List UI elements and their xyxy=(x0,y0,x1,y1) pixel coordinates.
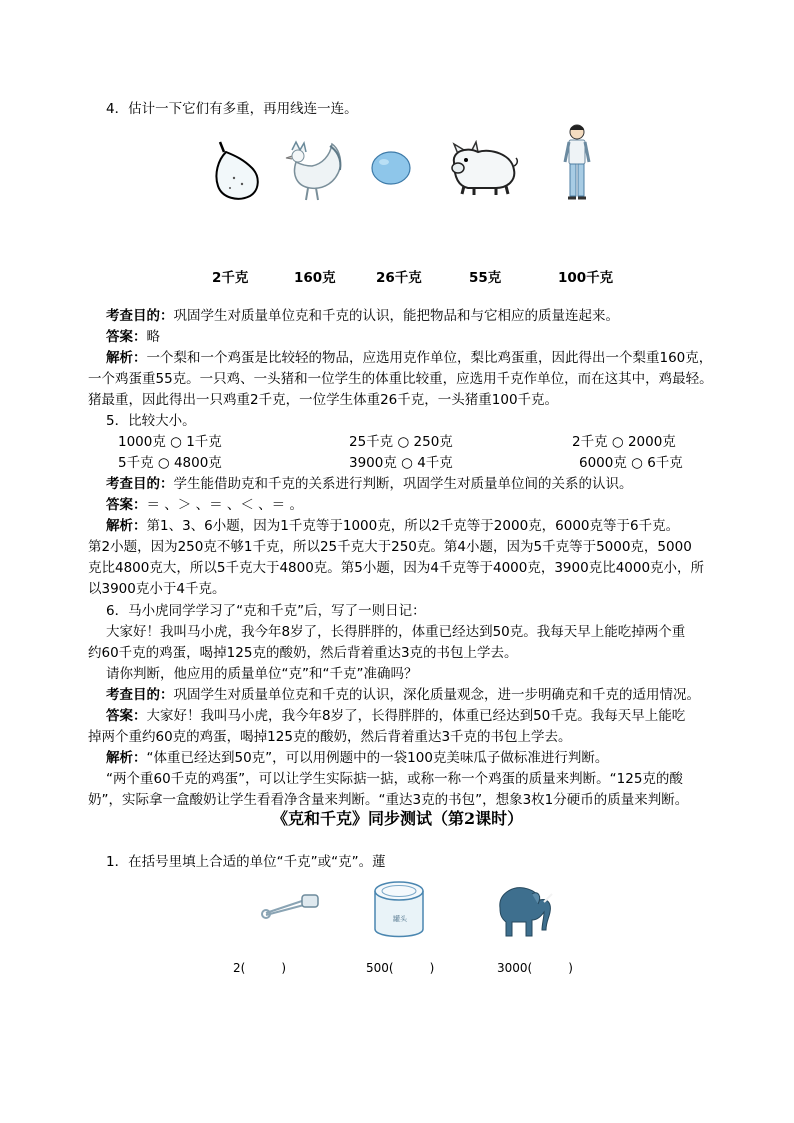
weight-option: 160克 xyxy=(294,270,336,286)
purpose-label: 考查目的： xyxy=(106,687,174,703)
analysis-text: 第1、3、6小题，因为1千克等于1000克，所以2千克等于2000克，6000克等于6千克。 xyxy=(146,518,680,534)
q6-analysis-line xyxy=(106,748,608,768)
purpose-text: 巩固学生对质量单位克和千克的认识，能把物品和与它相应的质量连起来。 xyxy=(173,308,619,324)
compare-item: 3900克 ○ 4千克 xyxy=(349,455,453,471)
q5-analysis-line: 克比4800克大，所以5千克大于4800克。第5小题，因为4千克等于4000克，3900克比4000克小，所 xyxy=(88,560,705,576)
q5-answer xyxy=(106,495,303,515)
q6-answer-line: 掉两个重约60克的鸡蛋，喝掉125克的酸奶，然后背着重达3千克的书包上学去。 xyxy=(88,729,572,745)
q5-analysis-line: 第2小题，因为250克不够1千克，所以25千克大于250克。第4小题，因为5千克等于5000克，5000 xyxy=(88,539,692,555)
analysis-label: 解析： xyxy=(106,518,147,534)
egg-icon xyxy=(370,150,412,186)
q6-analysis-line: “两个重60千克的鸡蛋”，可以让学生实际掂一掂，或称一称一个鸡蛋的质量来判断。“125克的酸 xyxy=(106,771,683,787)
q5-analysis-line: 以3900克小于4千克。 xyxy=(88,581,226,597)
q6-question: 请你判断，他应用的质量单位“克”和“千克”准确吗？ xyxy=(106,666,418,682)
compare-item: 25千克 ○ 250克 xyxy=(349,434,453,450)
q4-purpose xyxy=(106,306,619,326)
answer-text: 大家好！我叫马小虎，我今年8岁了，长得胖胖的，体重已经达到50千克。我每天早上能吃 xyxy=(146,708,686,724)
analysis-text: 一个梨和一个鸡蛋是比较轻的物品，应选用克作单位，梨比鸡蛋重，因此得出一个梨重160克， xyxy=(146,350,713,366)
can-icon xyxy=(372,879,426,941)
purpose-label: 考查目的： xyxy=(106,476,174,492)
pig-icon xyxy=(450,140,520,196)
purpose-label: 考查目的： xyxy=(106,308,174,324)
weight-option: 26千克 xyxy=(376,270,422,286)
answer-text: 略 xyxy=(146,329,160,345)
q5-heading: 5．比较大小。 xyxy=(106,413,196,429)
pear-icon xyxy=(212,138,262,204)
analysis-text: “体重已经达到50克”，可以用例题中的一袋100克美味瓜子做标准进行判断。 xyxy=(146,750,609,766)
compare-item: 1000克 ○ 1千克 xyxy=(118,434,222,450)
q4-answer xyxy=(106,327,160,347)
q6-analysis-line: 奶”，实际拿一盒酸奶让学生看看净含量来判断。“重达3克的书包”，想象3枚1分硬币的质量来判断。 xyxy=(88,792,689,808)
diary-line: 约60千克的鸡蛋，喝掉125克的酸奶，然后背着重达3克的书包上学去。 xyxy=(88,645,518,661)
compare-item: 5千克 ○ 4800克 xyxy=(118,455,222,471)
purpose-text: 巩固学生对质量单位克和千克的认识，深化质量观念，进一步明确克和千克的适用情况。 xyxy=(173,687,700,703)
purpose-text: 学生能借助克和千克的关系进行判断，巩固学生对质量单位间的关系的认识。 xyxy=(173,476,633,492)
answer-label: 答案： xyxy=(106,497,147,513)
compare-item: 2千克 ○ 2000克 xyxy=(572,434,676,450)
q6-answer xyxy=(106,706,685,726)
analysis-label: 解析： xyxy=(106,750,147,766)
answer-text: ＝ 、＞ 、＝ 、＜ 、＝ 。 xyxy=(146,497,303,513)
q6-purpose xyxy=(106,685,700,705)
q6-heading: 6．马小虎同学学习了“克和千克”后，写了一则日记： xyxy=(106,603,426,619)
safety-pin-icon xyxy=(260,893,322,921)
q4-analysis-line: 猪最重，因此得出一只鸡重2千克，一位学生体重26千克，一头猪重100千克。 xyxy=(88,392,559,408)
q4-analysis-line xyxy=(106,348,712,368)
elephant-icon xyxy=(492,878,556,940)
q4-analysis-line: 一个鸡蛋重55克。一只鸡、一头猪和一位学生的体重比较重，应选用千克作单位，而在这其中，鸡最轻。 xyxy=(88,371,713,387)
weight-option: 2千克 xyxy=(212,270,249,286)
answer-label: 答案： xyxy=(106,329,147,345)
q5-purpose xyxy=(106,474,633,494)
student-icon xyxy=(562,122,592,202)
compare-item: 6000克 ○ 6千克 xyxy=(579,455,683,471)
section2-q1-heading: 1．在括号里填上合适的单位“千克”或“克”。蓮 xyxy=(106,854,386,870)
rooster-icon xyxy=(282,140,346,202)
q5-analysis-line xyxy=(106,516,679,536)
answer-blank[interactable]: 500( ) xyxy=(366,961,435,975)
answer-label: 答案： xyxy=(106,708,147,724)
section-title: 《克和千克》同步测试（第2课时） xyxy=(272,809,524,828)
q4-heading: 4．估计一下它们有多重，再用线连一连。 xyxy=(106,101,358,117)
weight-option: 100千克 xyxy=(558,270,614,286)
diary-line: 大家好！我叫马小虎，我今年8岁了，长得胖胖的，体重已经达到50克。我每天早上能吃掉两个重 xyxy=(106,624,686,640)
weight-option: 55克 xyxy=(469,270,502,286)
can-label: 罐头 xyxy=(393,915,407,923)
analysis-label: 解析： xyxy=(106,350,147,366)
answer-blank[interactable]: 2( ) xyxy=(233,961,286,975)
answer-blank[interactable]: 3000( ) xyxy=(497,961,573,975)
